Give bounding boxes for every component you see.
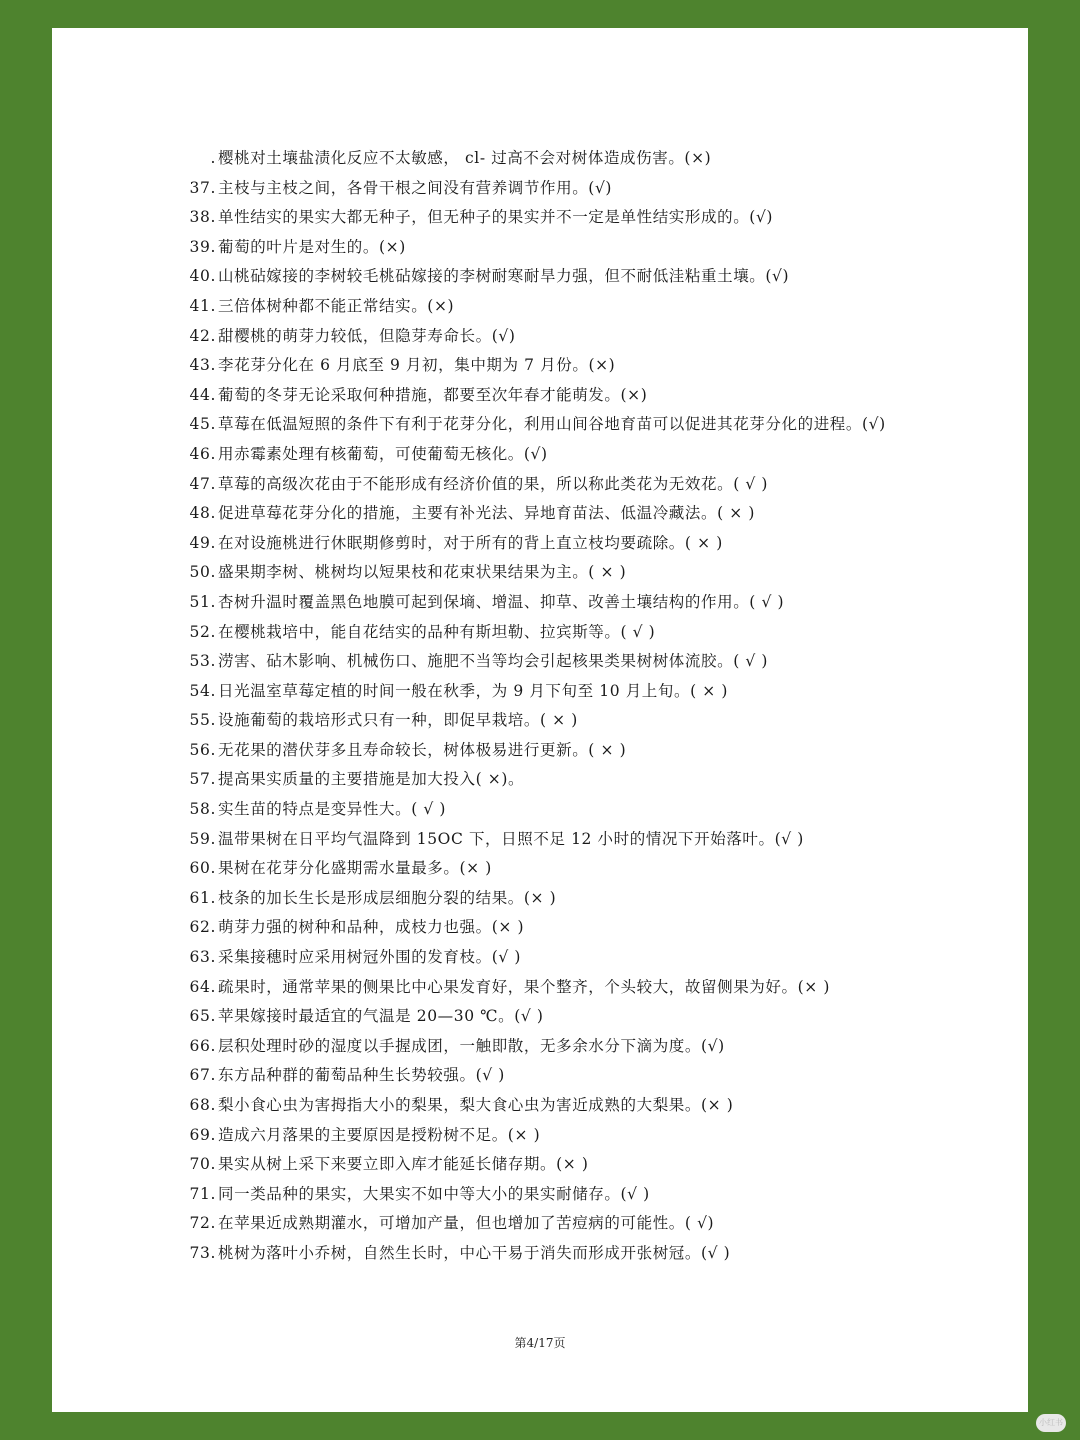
question-text: 草莓的高级次花由于不能形成有经济价值的果，所以称此类花为无效花。( √ ) [218,474,769,493]
question-text: 涝害、砧木影响、机械伤口、施肥不当等均会引起核果类果树树体流胶。( √ ) [218,652,769,671]
question-item [176,203,1006,233]
question-text: 葡萄的冬芽无论采取何种措施，都要至次年春才能萌发。(×) [218,385,648,404]
question-text: 温带果树在日平均气温降到 15OC 下，日照不足 12 小时的情况下开始落叶。(√ ) [218,829,804,848]
question-number: 62. [189,918,216,937]
question-item [176,854,1006,884]
question-text: 疏果时，通常苹果的侧果比中心果发育好，果个整齐，个头较大，故留侧果为好。(× ) [218,977,831,996]
question-number: 68. [189,1096,216,1114]
question-text: 李花芽分化在 6 月底至 9 月初，集中期为 7 月份。(×) [218,356,616,375]
question-text: 苹果嫁接时最适宜的气温是 20—30 ℃。(√ ) [218,1007,544,1026]
question-text: 山桃砧嫁接的李树较毛桃砧嫁接的李树耐寒耐旱力强，但不耐低洼粘重土壤。(√) [218,267,790,286]
question-number: 51. [189,592,216,611]
question-number: 50. [189,563,216,582]
question-number: 64. [189,977,216,996]
question-number: . [210,149,216,167]
question-item [176,529,1006,559]
question-number: 55. [189,711,216,730]
question-number: 70. [189,1155,216,1174]
question-item [176,381,1006,411]
document-page [52,28,1028,1412]
question-text: 草莓在低温短照的条件下有利于花芽分化，利用山间谷地育苗可以促进其花芽分化的进程。(√) [218,415,886,434]
question-text: 盛果期李树、桃树均以短果枝和花束状果结果为主。( × ) [218,563,627,582]
question-item [176,292,1006,322]
question-item [176,706,1006,736]
question-number: 47. [189,474,216,493]
question-number: 45. [189,415,216,434]
question-number: 73. [189,1243,216,1262]
question-number: 58. [189,800,216,819]
question-number: 53. [189,652,216,671]
question-text: 桃树为落叶小乔树，自然生长时，中心干易于消失而形成开张树冠。(√ ) [218,1243,731,1262]
question-text: 在对设施桃进行休眠期修剪时，对于所有的背上直立枝均要疏除。( × ) [218,533,723,552]
question-item [176,795,1006,825]
question-item [176,1121,1006,1151]
question-text: 设施葡萄的栽培形式只有一种，即促早栽培。( × ) [218,711,578,730]
question-text: 樱桃对土壤盐渍化反应不太敏感， cl- 过高不会对树体造成伤害。(×) [218,149,712,167]
question-item [176,1002,1006,1032]
question-item [176,322,1006,352]
question-number: 44. [189,385,216,404]
question-number: 46. [189,444,216,463]
question-item [176,588,1006,618]
question-item [176,440,1006,470]
question-number: 39. [189,237,216,256]
question-number: 61. [189,888,216,907]
question-text: 梨小食心虫为害拇指大小的梨果，梨大食心虫为害近成熟的大梨果。(× ) [218,1096,734,1114]
question-number: 72. [189,1214,216,1233]
question-item [176,765,1006,795]
question-text: 三倍体树种都不能正常结实。(×) [218,296,455,315]
question-number: 56. [189,740,216,759]
question-number: 63. [189,948,216,967]
question-text: 同一类品种的果实，大果实不如中等大小的果实耐储存。(√ ) [218,1184,650,1203]
question-number: 67. [189,1066,216,1085]
question-number: 52. [189,622,216,641]
question-item [176,1239,1006,1269]
question-item [176,943,1006,973]
question-number: 48. [189,504,216,523]
question-item [176,825,1006,855]
question-text: 果树在花芽分化盛期需水量最多。(× ) [218,859,492,878]
question-text: 促进草莓花芽分化的措施，主要有补光法、异地育苗法、低温冷藏法。( × ) [218,504,756,523]
question-item [176,262,1006,292]
question-text: 在樱桃栽培中，能自花结实的品种有斯坦勒、拉宾斯等。( √ ) [218,622,656,641]
question-text: 提高果实质量的主要措施是加大投入( ×)。 [218,770,525,789]
question-text: 枝条的加长生长是形成层细胞分裂的结果。(× ) [218,888,557,907]
question-item [176,1032,1006,1062]
question-text: 层积处理时砂的湿度以手握成团，一触即散，无多余水分下滴为度。(√) [218,1036,725,1055]
question-item [176,1061,1006,1091]
question-number: 66. [189,1036,216,1055]
question-item [176,351,1006,381]
question-number: 60. [189,859,216,878]
question-text: 果实从树上采下来要立即入库才能延长储存期。(× ) [218,1155,589,1174]
question-item [176,499,1006,529]
question-item [176,410,1006,440]
question-text: 东方品种群的葡萄品种生长势较强。(√ ) [218,1066,505,1085]
question-item [176,558,1006,588]
question-number: 42. [189,326,216,345]
question-item [176,1150,1006,1180]
question-item [176,174,1006,204]
question-item [176,233,1006,263]
question-item [176,736,1006,766]
question-number: 41. [189,296,216,315]
question-number: 54. [189,681,216,700]
question-text: 日光温室草莓定植的时间一般在秋季，为 9 月下旬至 10 月上旬。( × ) [218,681,729,700]
question-text: 实生苗的特点是变异性大。( √ ) [218,800,447,819]
question-text: 在苹果近成熟期灌水，可增加产量，但也增加了苦痘病的可能性。( √) [218,1214,715,1233]
question-text: 甜樱桃的萌芽力较低，但隐芽寿命长。(√) [218,326,516,345]
watermark-logo: 小红书 [1036,1414,1066,1432]
question-number: 71. [189,1184,216,1203]
question-number: 38. [189,208,216,227]
question-item [176,973,1006,1003]
question-text: 萌芽力强的树种和品种，成枝力也强。(× ) [218,918,525,937]
page-number: 第4/17页 [514,1336,566,1350]
question-number: 59. [189,829,216,848]
question-text: 葡萄的叶片是对生的。(×) [218,237,406,256]
question-number: 65. [189,1007,216,1026]
question-item [176,1180,1006,1210]
question-list [176,144,1006,1269]
question-item [176,884,1006,914]
question-number: 40. [189,267,216,286]
question-item [176,470,1006,500]
question-number: 69. [189,1125,216,1144]
question-item [176,677,1006,707]
question-text: 用赤霉素处理有核葡萄，可使葡萄无核化。(√) [218,444,548,463]
question-item [176,618,1006,648]
question-item [176,913,1006,943]
question-text: 采集接穗时应采用树冠外围的发育枝。(√ ) [218,948,521,967]
question-number: 57. [189,770,216,789]
question-item [176,144,1006,174]
question-item [176,647,1006,677]
question-text: 造成六月落果的主要原因是授粉树不足。(× ) [218,1125,541,1144]
question-number: 37. [189,178,216,197]
question-text: 杏树升温时覆盖黑色地膜可起到保墒、增温、抑草、改善土壤结构的作用。( √ ) [218,592,785,611]
question-number: 43. [189,356,216,375]
question-item [176,1209,1006,1239]
question-item [176,1091,1006,1121]
question-number: 49. [189,533,216,552]
question-text: 无花果的潜伏芽多且寿命较长，树体极易进行更新。( × ) [218,740,627,759]
question-text: 主枝与主枝之间，各骨干根之间没有营养调节作用。(√) [218,178,613,197]
question-text: 单性结实的果实大都无种子，但无种子的果实并不一定是单性结实形成的。(√) [218,208,774,227]
